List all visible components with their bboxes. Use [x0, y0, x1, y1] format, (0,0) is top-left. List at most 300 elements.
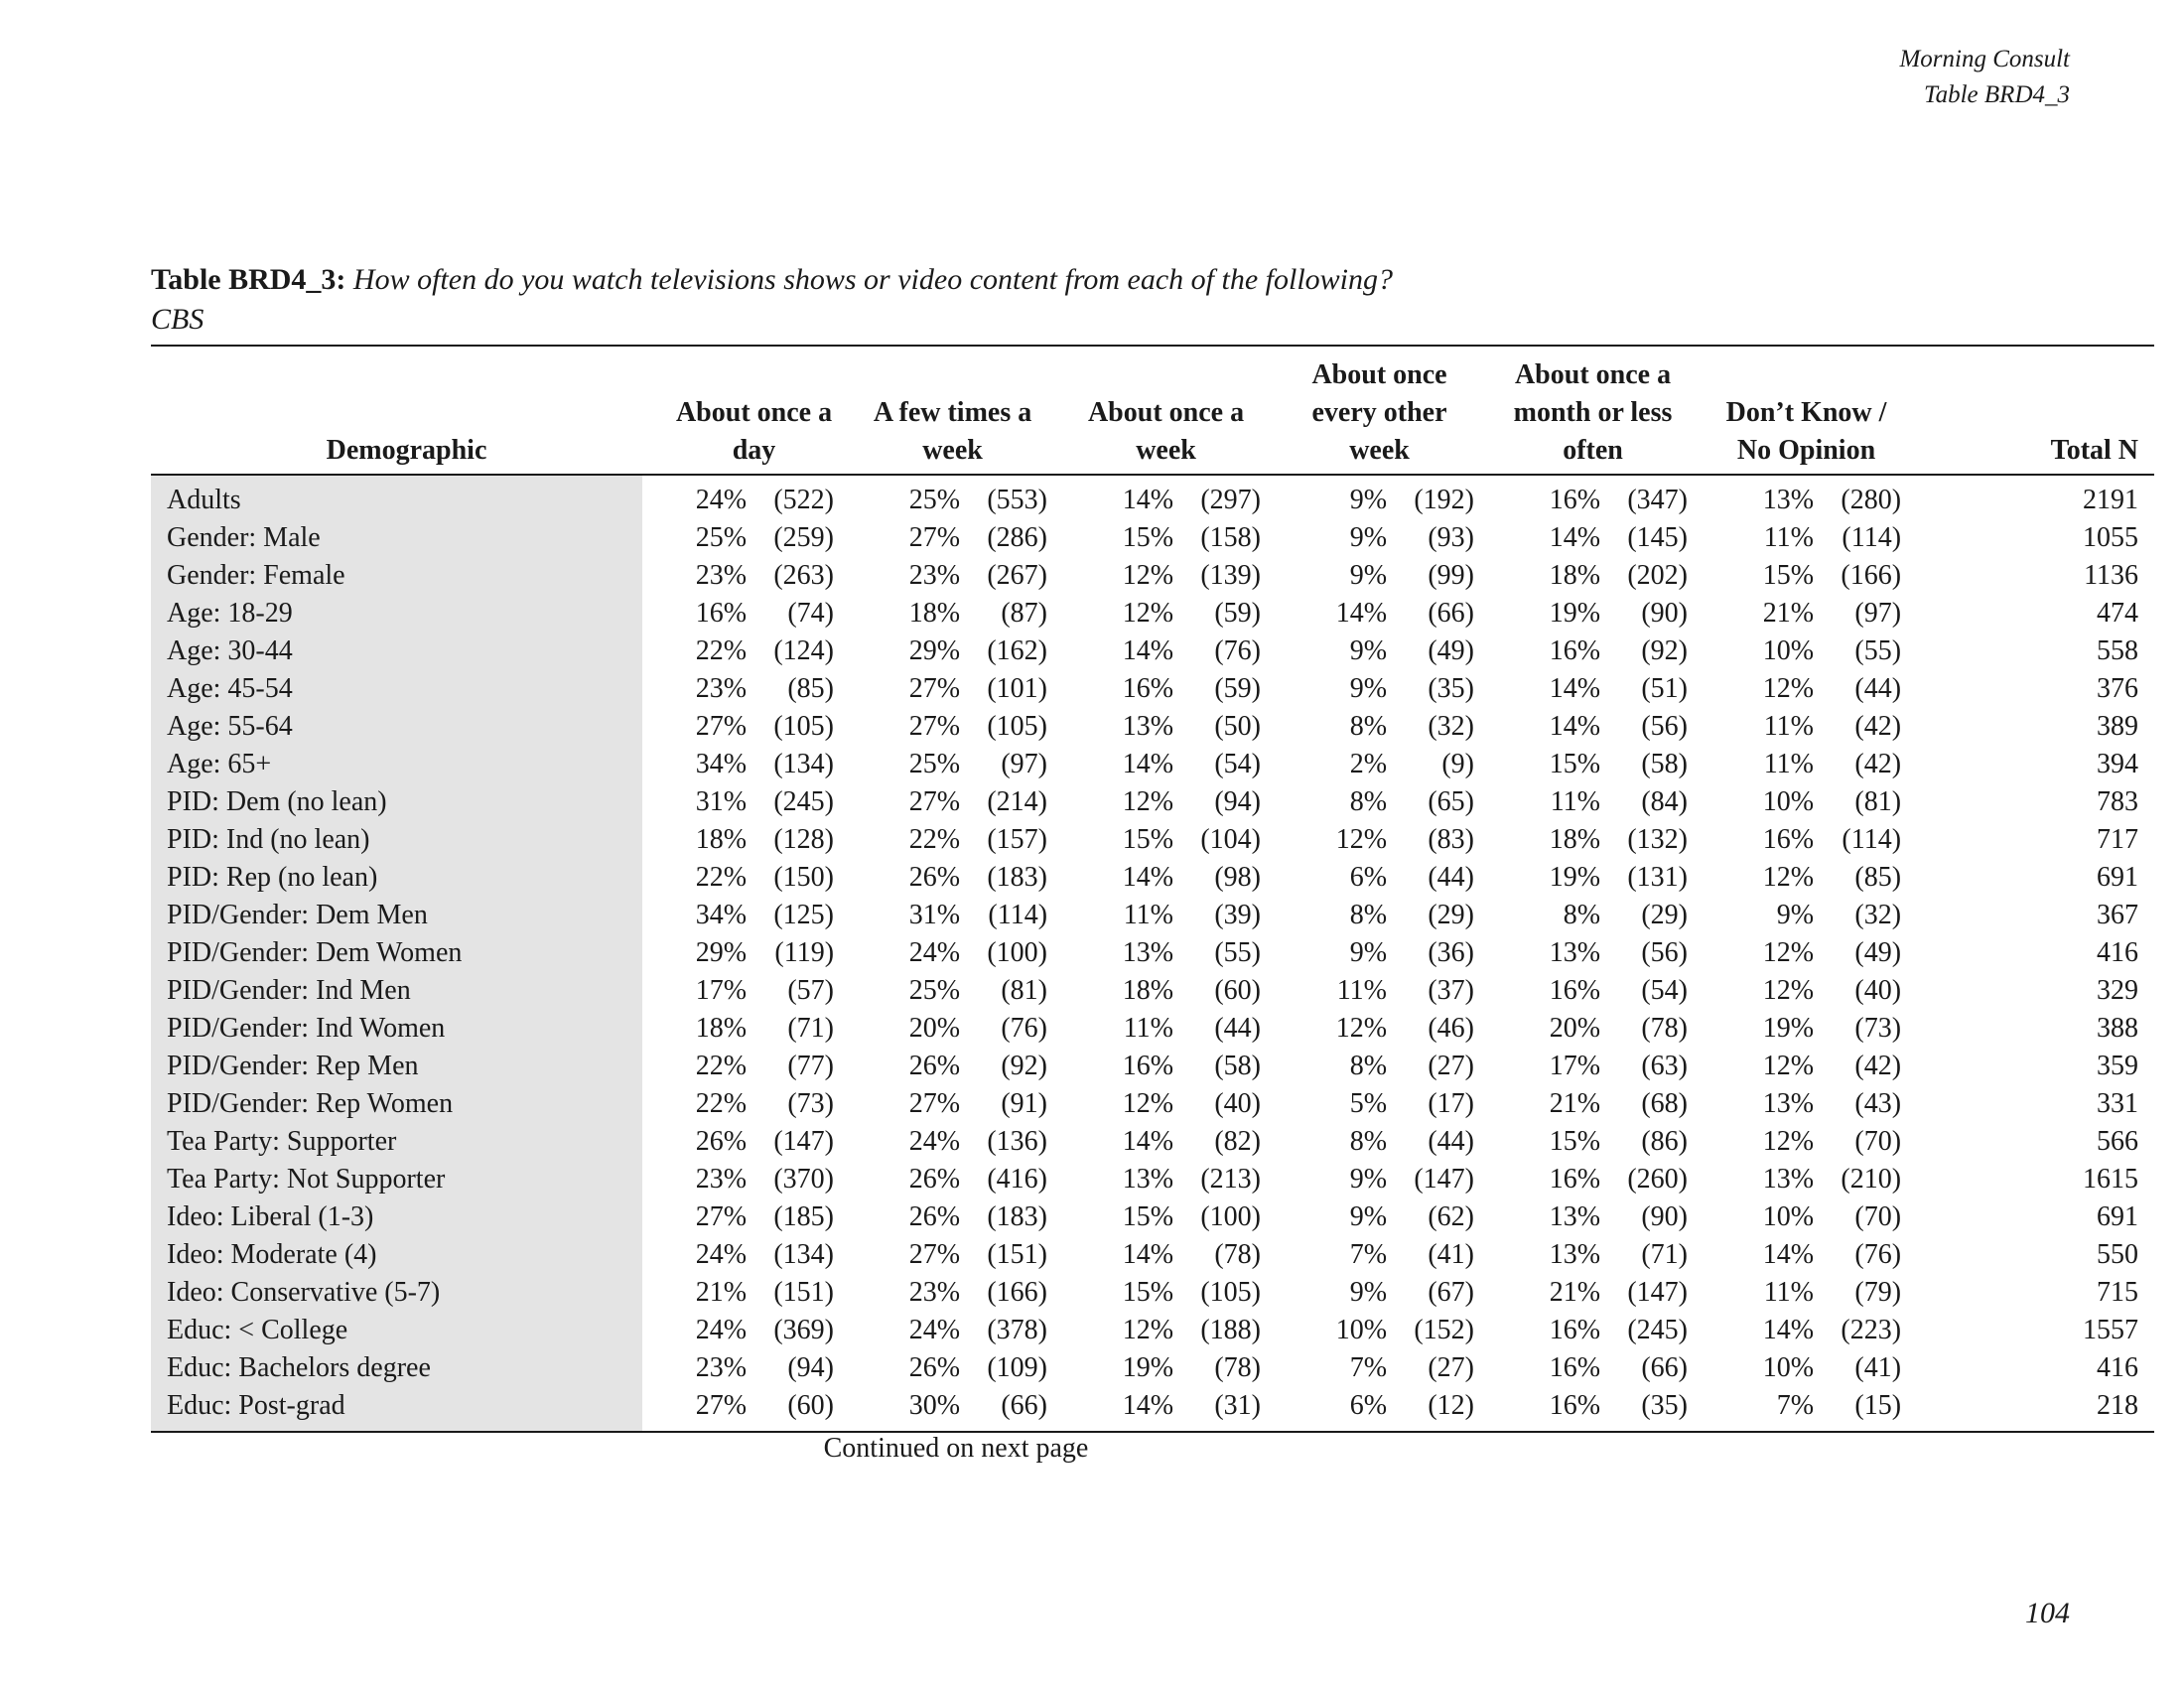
row-gap [642, 1387, 662, 1432]
cell-count: (260) [1627, 1164, 1689, 1195]
cell-percent: 34% [695, 749, 748, 779]
table-row [151, 670, 2154, 708]
cell-count: (125) [773, 900, 835, 930]
row-label: Educ: Post-grad [151, 1387, 642, 1432]
cell-percent: 27% [908, 522, 961, 553]
cell-percent: 19% [1549, 598, 1601, 629]
cell-count: (98) [1214, 862, 1262, 893]
cell-total: 388 [2097, 1013, 2139, 1044]
cell-percent: 26% [908, 862, 961, 893]
cell-count: (66) [1641, 1352, 1689, 1383]
cell-total: 2191 [2083, 485, 2139, 515]
cell-percent: 10% [1762, 1352, 1815, 1383]
cell-percent: 24% [908, 1126, 961, 1157]
row-label: Age: 30-44 [151, 633, 642, 670]
crosstab-table-container [151, 345, 2139, 1433]
cell-percent: 16% [1549, 1352, 1601, 1383]
cell-percent: 13% [1762, 1164, 1815, 1195]
table-row [151, 557, 2154, 595]
cell-percent: 27% [695, 1201, 748, 1232]
cell-count: (68) [1641, 1088, 1689, 1119]
row-gap [642, 783, 662, 821]
column-header-total [1913, 346, 2154, 475]
cell-percent: 26% [908, 1352, 961, 1383]
row-label: Ideo: Liberal (1-3) [151, 1198, 642, 1236]
cell-count: (150) [773, 862, 835, 893]
cell-percent: 31% [908, 900, 961, 930]
cell-percent: 2% [1349, 749, 1388, 779]
cell-percent: 12% [1122, 1315, 1174, 1345]
table-row [151, 1123, 2154, 1161]
cell-percent: 11% [1123, 900, 1174, 930]
row-label: Gender: Male [151, 519, 642, 557]
cell-count: (41) [1854, 1352, 1902, 1383]
cell-total: 331 [2097, 1088, 2139, 1119]
cell-percent: 14% [1335, 598, 1388, 629]
table-title-label: Table BRD4_3: [151, 263, 346, 296]
cell-count: (213) [1200, 1164, 1262, 1195]
cell-percent: 14% [1549, 673, 1601, 704]
cell-count: (40) [1214, 1088, 1262, 1119]
cell-total: 783 [2097, 786, 2139, 817]
cell-percent: 14% [1549, 711, 1601, 742]
cell-percent: 12% [1762, 673, 1815, 704]
cell-count: (92) [1641, 635, 1689, 666]
row-gap [642, 708, 662, 746]
cell-total: 1557 [2083, 1315, 2139, 1345]
column-header-demo [151, 346, 662, 475]
cell-count: (210) [1841, 1164, 1902, 1195]
table-row [151, 519, 2154, 557]
cell-percent: 9% [1349, 937, 1388, 968]
table-row [151, 1198, 2154, 1236]
cell-percent: 7% [1349, 1239, 1388, 1270]
cell-percent: 9% [1776, 900, 1815, 930]
cell-percent: 12% [1335, 1013, 1388, 1044]
cell-percent: 12% [1762, 1126, 1815, 1157]
cell-percent: 19% [1762, 1013, 1815, 1044]
cell-count: (60) [787, 1390, 835, 1421]
column-header-line: A few times a [873, 397, 1032, 428]
cell-percent: 12% [1762, 862, 1815, 893]
cell-count: (76) [1854, 1239, 1902, 1270]
cell-count: (50) [1214, 711, 1262, 742]
cell-count: (147) [1414, 1164, 1475, 1195]
cell-percent: 25% [695, 522, 748, 553]
column-header-line: week [1349, 435, 1410, 466]
cell-percent: 26% [908, 1201, 961, 1232]
cell-percent: 23% [908, 1277, 961, 1308]
cell-count: (259) [773, 522, 835, 553]
cell-percent: 20% [1549, 1013, 1601, 1044]
column-header-line: About once [1311, 359, 1447, 390]
cell-total: 218 [2097, 1390, 2139, 1421]
cell-total: 416 [2097, 1352, 2139, 1383]
cell-count: (105) [773, 711, 835, 742]
cell-count: (100) [987, 937, 1048, 968]
cell-total: 1136 [2084, 560, 2139, 591]
cell-percent: 24% [695, 1239, 748, 1270]
cell-count: (54) [1641, 975, 1689, 1006]
row-label: Tea Party: Supporter [151, 1123, 642, 1161]
cell-count: (185) [773, 1201, 835, 1232]
cell-percent: 15% [1549, 749, 1601, 779]
cell-count: (49) [1854, 937, 1902, 968]
row-label: PID/Gender: Dem Men [151, 897, 642, 934]
cell-percent: 13% [1762, 485, 1815, 515]
column-header-other_week [1273, 346, 1486, 475]
cell-count: (139) [1200, 560, 1262, 591]
row-gap [642, 821, 662, 859]
cell-count: (37) [1428, 975, 1475, 1006]
cell-count: (74) [787, 598, 835, 629]
cell-percent: 17% [695, 975, 748, 1006]
cell-count: (162) [987, 635, 1048, 666]
cell-count: (70) [1854, 1201, 1902, 1232]
cell-count: (104) [1200, 824, 1262, 855]
cell-percent: 12% [1335, 824, 1388, 855]
cell-percent: 8% [1349, 786, 1388, 817]
column-header-line: About once a [675, 397, 833, 428]
cell-percent: 34% [695, 900, 748, 930]
column-header-line: About once a [1514, 359, 1672, 390]
cell-percent: 30% [908, 1390, 961, 1421]
cell-percent: 18% [695, 1013, 748, 1044]
cell-count: (55) [1214, 937, 1262, 968]
cell-count: (214) [987, 786, 1048, 817]
column-header-line: every other [1311, 397, 1447, 428]
cell-count: (66) [1001, 1390, 1048, 1421]
cell-total: 376 [2097, 673, 2139, 704]
cell-count: (100) [1200, 1201, 1262, 1232]
cell-percent: 11% [1763, 711, 1815, 742]
cell-percent: 25% [908, 975, 961, 1006]
table-row [151, 1349, 2154, 1387]
cell-count: (192) [1414, 485, 1475, 515]
cell-count: (105) [987, 711, 1048, 742]
cell-percent: 24% [908, 1315, 961, 1345]
cell-percent: 21% [1762, 598, 1815, 629]
cell-total: 558 [2097, 635, 2139, 666]
cell-count: (131) [1627, 862, 1689, 893]
page-header [1899, 42, 2070, 113]
row-gap [642, 670, 662, 708]
cell-percent: 8% [1349, 1051, 1388, 1081]
table-row [151, 746, 2154, 783]
cell-percent: 22% [695, 862, 748, 893]
cell-percent: 22% [695, 1088, 748, 1119]
cell-percent: 23% [695, 560, 748, 591]
cell-count: (152) [1414, 1315, 1475, 1345]
cell-count: (267) [987, 560, 1048, 591]
cell-count: (297) [1200, 485, 1262, 515]
cell-percent: 24% [695, 485, 748, 515]
cell-count: (44) [1428, 1126, 1475, 1157]
cell-count: (166) [1841, 560, 1902, 591]
cell-count: (183) [987, 862, 1048, 893]
cell-percent: 18% [908, 598, 961, 629]
cell-percent: 14% [1122, 1239, 1174, 1270]
cell-percent: 16% [1549, 1390, 1601, 1421]
cell-count: (553) [987, 485, 1048, 515]
cell-percent: 20% [908, 1013, 961, 1044]
column-header-line: Don’t Know / [1725, 397, 1887, 428]
cell-count: (40) [1854, 975, 1902, 1006]
row-label: Age: 18-29 [151, 595, 642, 633]
cell-count: (202) [1627, 560, 1689, 591]
cell-percent: 21% [695, 1277, 748, 1308]
row-label: Tea Party: Not Supporter [151, 1161, 642, 1198]
cell-percent: 9% [1349, 1277, 1388, 1308]
cell-count: (71) [787, 1013, 835, 1044]
table-row [151, 1236, 2154, 1274]
table-row [151, 859, 2154, 897]
cell-percent: 16% [1122, 1051, 1174, 1081]
row-gap [642, 1161, 662, 1198]
cell-percent: 13% [1122, 937, 1174, 968]
cell-count: (114) [1842, 522, 1902, 553]
cell-percent: 14% [1122, 485, 1174, 515]
cell-count: (114) [1842, 824, 1902, 855]
table-subtitle: CBS [151, 303, 205, 336]
cell-count: (29) [1641, 900, 1689, 930]
cell-count: (188) [1200, 1315, 1262, 1345]
cell-percent: 15% [1122, 522, 1174, 553]
cell-count: (27) [1428, 1051, 1475, 1081]
cell-percent: 8% [1349, 711, 1388, 742]
cell-count: (12) [1428, 1390, 1475, 1421]
cell-percent: 18% [1549, 560, 1601, 591]
cell-count: (56) [1641, 937, 1689, 968]
column-header-line: Demographic [326, 435, 487, 466]
cell-percent: 31% [695, 786, 748, 817]
cell-percent: 14% [1122, 635, 1174, 666]
cell-count: (416) [987, 1164, 1048, 1195]
cell-count: (84) [1641, 786, 1689, 817]
cell-percent: 10% [1335, 1315, 1388, 1345]
cell-count: (73) [1854, 1013, 1902, 1044]
cell-percent: 26% [908, 1051, 961, 1081]
row-gap [642, 1274, 662, 1312]
cell-count: (86) [1641, 1126, 1689, 1157]
cell-count: (27) [1428, 1352, 1475, 1383]
continued-note [151, 1433, 2055, 1465]
cell-count: (151) [987, 1239, 1048, 1270]
row-gap [642, 1349, 662, 1387]
table-row [151, 1085, 2154, 1123]
cell-percent: 13% [1549, 937, 1601, 968]
cell-percent: 7% [1349, 1352, 1388, 1383]
cell-total: 1055 [2083, 522, 2139, 553]
row-label: Educ: Bachelors degree [151, 1349, 642, 1387]
row-gap [642, 897, 662, 934]
row-gap [642, 1123, 662, 1161]
cell-percent: 9% [1349, 673, 1388, 704]
cell-count: (522) [773, 485, 835, 515]
cell-count: (51) [1641, 673, 1689, 704]
cell-count: (15) [1854, 1390, 1902, 1421]
cell-percent: 10% [1762, 635, 1815, 666]
cell-count: (136) [987, 1126, 1048, 1157]
cell-count: (223) [1841, 1315, 1902, 1345]
column-header-month [1486, 346, 1700, 475]
cell-count: (92) [1001, 1051, 1048, 1081]
cell-count: (369) [773, 1315, 835, 1345]
cell-count: (79) [1854, 1277, 1902, 1308]
cell-count: (183) [987, 1201, 1048, 1232]
cell-percent: 16% [1762, 824, 1815, 855]
cell-percent: 16% [1549, 1164, 1601, 1195]
cell-percent: 12% [1762, 1051, 1815, 1081]
cell-percent: 11% [1763, 522, 1815, 553]
cell-percent: 15% [1122, 1277, 1174, 1308]
cell-percent: 16% [1549, 485, 1601, 515]
row-label: Adults [151, 475, 642, 519]
table-row [151, 897, 2154, 934]
cell-count: (54) [1214, 749, 1262, 779]
cell-percent: 27% [908, 786, 961, 817]
row-label: Age: 55-64 [151, 708, 642, 746]
cell-percent: 27% [695, 711, 748, 742]
cell-count: (119) [774, 937, 835, 968]
cell-count: (70) [1854, 1126, 1902, 1157]
cell-count: (370) [773, 1164, 835, 1195]
cell-count: (378) [987, 1315, 1048, 1345]
table-row [151, 708, 2154, 746]
cell-count: (94) [787, 1352, 835, 1383]
cell-percent: 8% [1563, 900, 1601, 930]
table-row [151, 934, 2154, 972]
cell-count: (17) [1428, 1088, 1475, 1119]
row-gap [642, 1198, 662, 1236]
cell-percent: 14% [1762, 1239, 1815, 1270]
row-gap [642, 1010, 662, 1048]
cell-percent: 19% [1122, 1352, 1174, 1383]
column-header-few_week [846, 346, 1059, 475]
table-row [151, 972, 2154, 1010]
cell-count: (46) [1428, 1013, 1475, 1044]
cell-percent: 11% [1763, 749, 1815, 779]
cell-percent: 11% [1550, 786, 1601, 817]
cell-percent: 22% [695, 635, 748, 666]
cell-total: 389 [2097, 711, 2139, 742]
cell-count: (245) [1627, 1315, 1689, 1345]
row-gap [642, 972, 662, 1010]
cell-count: (93) [1428, 522, 1475, 553]
cell-percent: 15% [1122, 824, 1174, 855]
cell-percent: 27% [908, 711, 961, 742]
cell-count: (58) [1214, 1051, 1262, 1081]
cell-count: (90) [1641, 598, 1689, 629]
cell-percent: 13% [1122, 711, 1174, 742]
row-gap [642, 1312, 662, 1349]
cell-count: (63) [1641, 1051, 1689, 1081]
cell-count: (44) [1428, 862, 1475, 893]
cell-percent: 8% [1349, 900, 1388, 930]
cell-percent: 9% [1349, 635, 1388, 666]
cell-count: (42) [1854, 711, 1902, 742]
cell-percent: 16% [1549, 1315, 1601, 1345]
cell-percent: 14% [1762, 1315, 1815, 1345]
cell-percent: 9% [1349, 1164, 1388, 1195]
cell-count: (147) [1627, 1277, 1689, 1308]
cell-percent: 11% [1336, 975, 1388, 1006]
table-row [151, 1387, 2154, 1432]
column-header-day [662, 346, 846, 475]
column-header-line: week [1136, 435, 1196, 466]
cell-count: (29) [1428, 900, 1475, 930]
cell-count: (134) [773, 1239, 835, 1270]
cell-percent: 9% [1349, 560, 1388, 591]
cell-count: (56) [1641, 711, 1689, 742]
cell-percent: 15% [1122, 1201, 1174, 1232]
cell-percent: 14% [1122, 1126, 1174, 1157]
column-header-line: week [922, 435, 983, 466]
column-header-line: Total N [2050, 435, 2139, 466]
cell-percent: 10% [1762, 786, 1815, 817]
cell-count: (60) [1214, 975, 1262, 1006]
cell-count: (347) [1627, 485, 1689, 515]
cell-percent: 29% [695, 937, 748, 968]
cell-total: 691 [2097, 862, 2139, 893]
cell-count: (32) [1854, 900, 1902, 930]
cell-count: (132) [1627, 824, 1689, 855]
cell-total: 329 [2097, 975, 2139, 1006]
cell-count: (97) [1854, 598, 1902, 629]
cell-percent: 27% [908, 1088, 961, 1119]
cell-percent: 23% [908, 560, 961, 591]
cell-total: 717 [2097, 824, 2139, 855]
cell-percent: 12% [1122, 598, 1174, 629]
cell-count: (83) [1428, 824, 1475, 855]
cell-count: (32) [1428, 711, 1475, 742]
cell-count: (78) [1641, 1013, 1689, 1044]
cell-total: 394 [2097, 749, 2139, 779]
cell-count: (59) [1214, 673, 1262, 704]
cell-count: (81) [1001, 975, 1048, 1006]
row-label: PID: Ind (no lean) [151, 821, 642, 859]
cell-count: (65) [1428, 786, 1475, 817]
cell-total: 691 [2097, 1201, 2139, 1232]
cell-percent: 13% [1762, 1088, 1815, 1119]
cell-percent: 6% [1349, 1390, 1388, 1421]
column-header-line: day [732, 435, 776, 466]
cell-count: (280) [1841, 485, 1902, 515]
row-gap [642, 557, 662, 595]
table-row [151, 1274, 2154, 1312]
cell-percent: 21% [1549, 1277, 1601, 1308]
cell-count: (99) [1428, 560, 1475, 591]
row-label: PID: Rep (no lean) [151, 859, 642, 897]
row-gap [642, 1236, 662, 1274]
column-header-once_week [1059, 346, 1273, 475]
cell-count: (97) [1001, 749, 1048, 779]
cell-percent: 16% [1122, 673, 1174, 704]
cell-percent: 7% [1776, 1390, 1815, 1421]
cell-percent: 13% [1122, 1164, 1174, 1195]
row-label: PID/Gender: Rep Men [151, 1048, 642, 1085]
cell-count: (94) [1214, 786, 1262, 817]
cell-count: (263) [773, 560, 835, 591]
cell-percent: 22% [695, 1051, 748, 1081]
cell-percent: 24% [908, 937, 961, 968]
cell-count: (9) [1441, 749, 1475, 779]
cell-percent: 21% [1549, 1088, 1601, 1119]
table-row [151, 1161, 2154, 1198]
cell-percent: 9% [1349, 485, 1388, 515]
cell-percent: 11% [1763, 1277, 1815, 1308]
table-header [151, 346, 2154, 475]
